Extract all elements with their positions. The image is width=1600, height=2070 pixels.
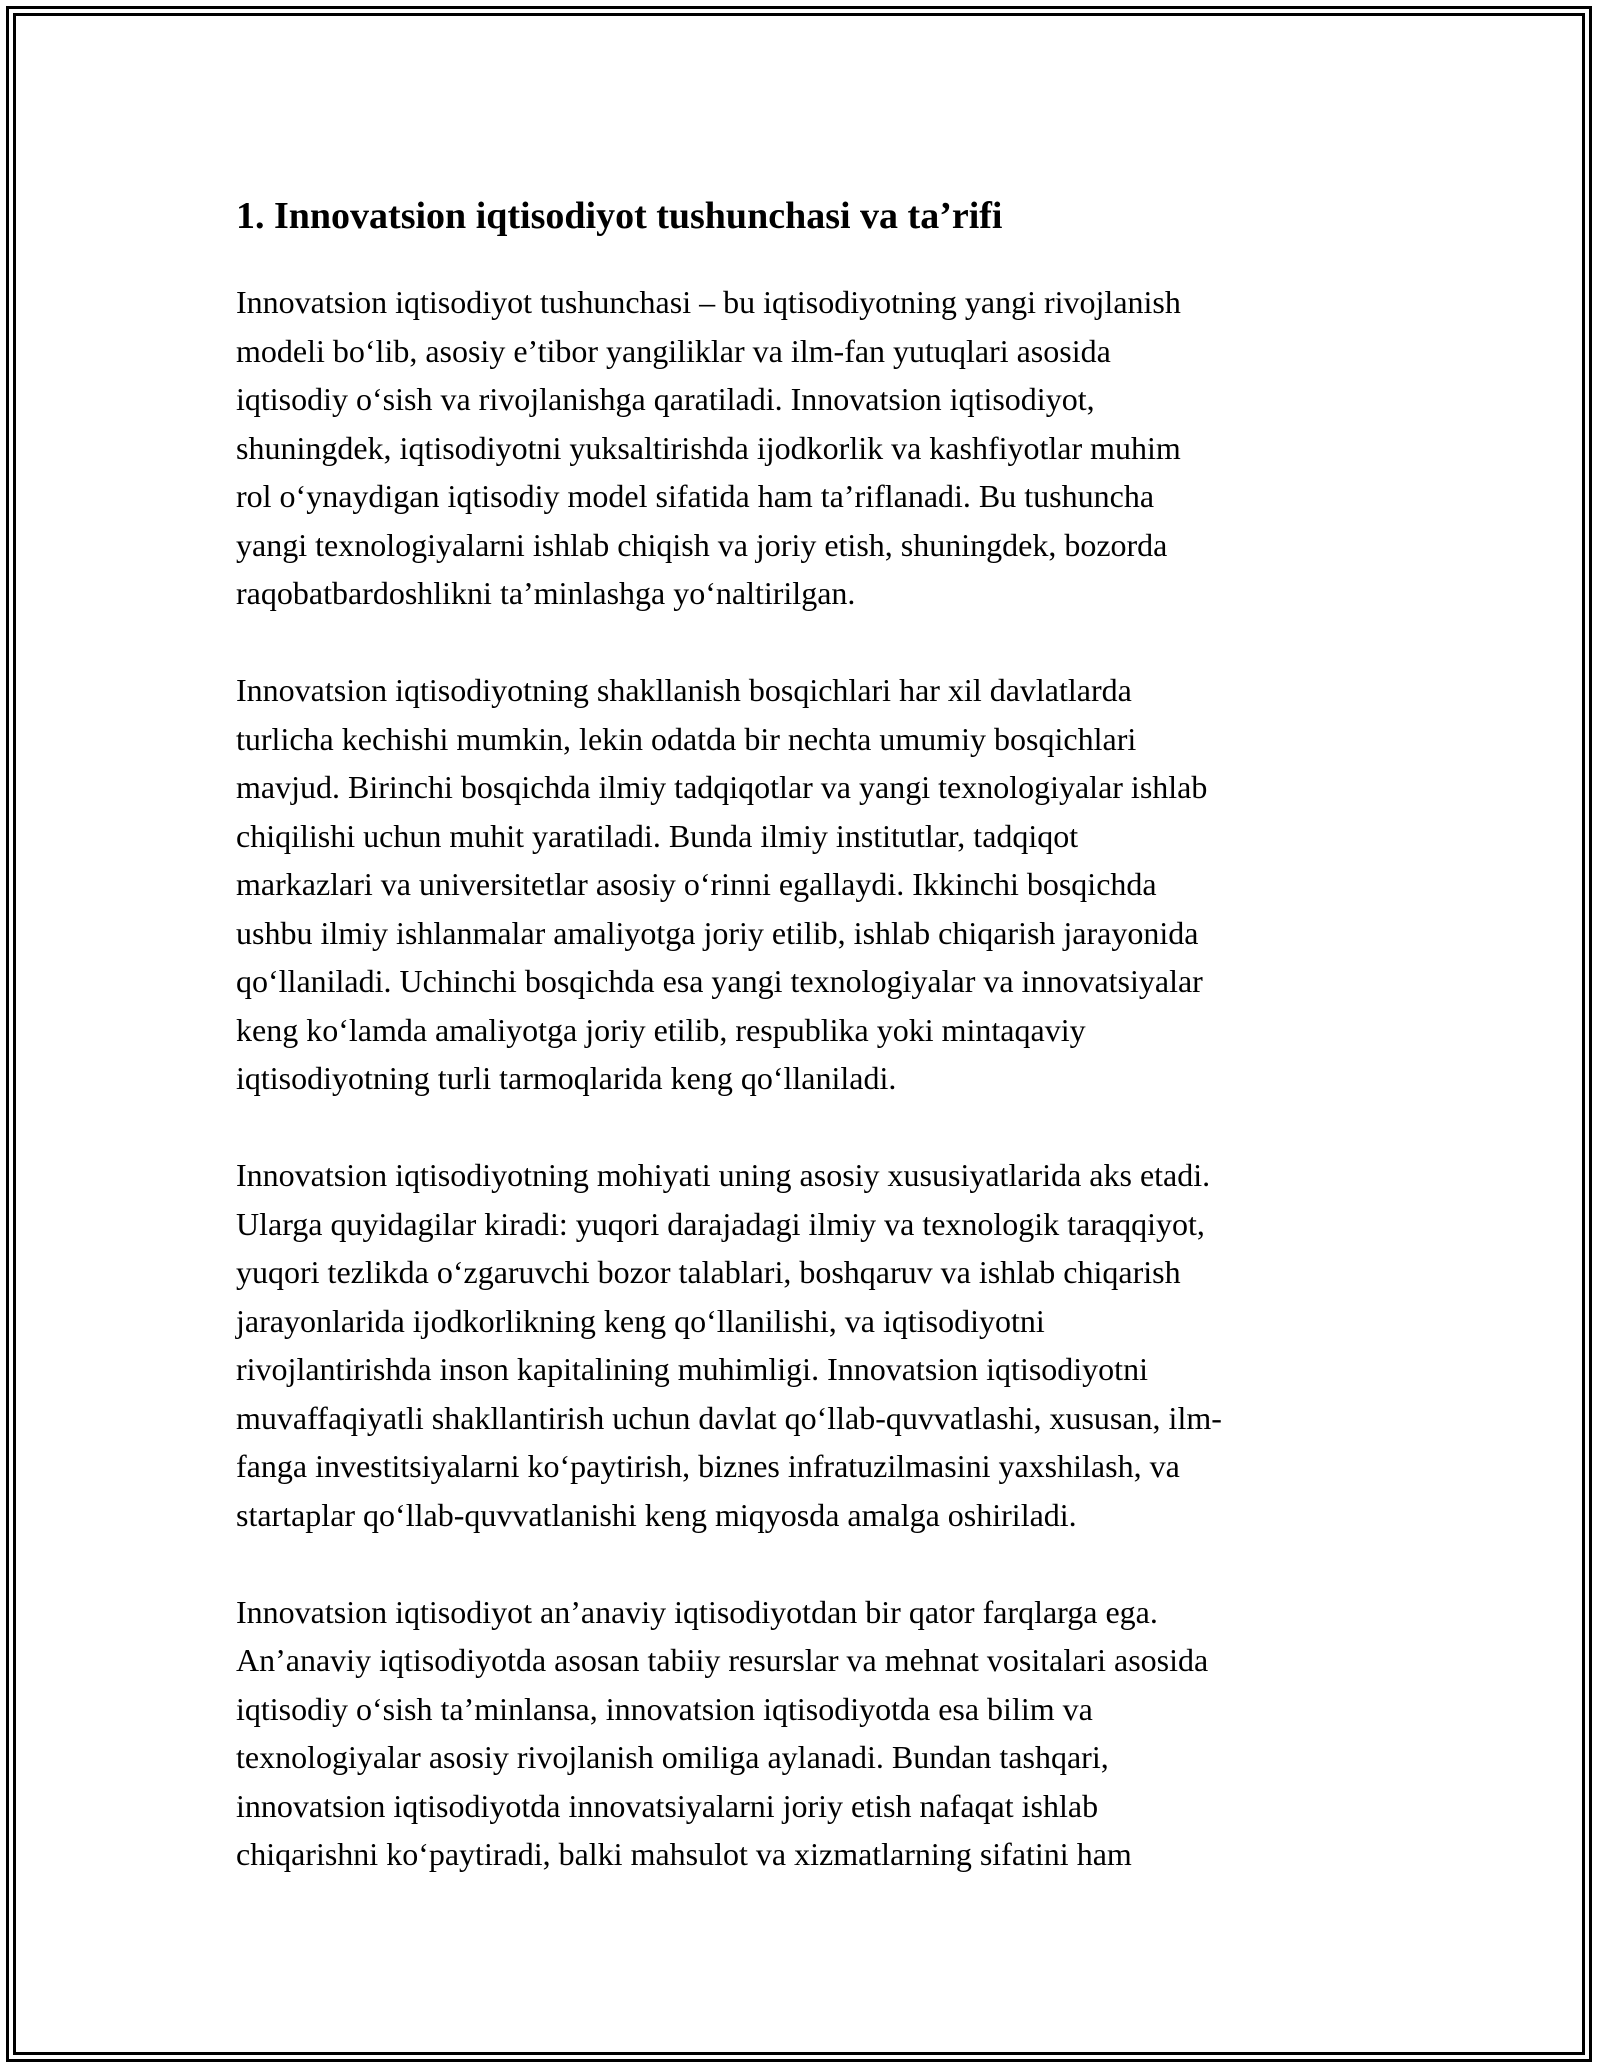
paragraph-1 — [236, 278, 1374, 618]
paragraph-2 — [236, 666, 1374, 1103]
paragraph-line: Innovatsion iqtisodiyotning shakllanish bosqichlari har xil davlatlarda — [236, 672, 1132, 708]
paragraph-3 — [236, 1151, 1374, 1539]
paragraph-line: chiqarishni ko‘paytiradi, balki mahsulot va xizmatlarning sifatini ham — [236, 1836, 1132, 1872]
section-heading: 1. Innovatsion iqtisodiyot tushunchasi va ta’rifi — [236, 195, 1003, 237]
paragraph-line: rivojlantirishda inson kapitalining muhimligi. Innovatsion iqtisodiyotni — [236, 1351, 1148, 1387]
paragraph-line: qo‘llaniladi. Uchinchi bosqichda esa yangi texnologiyalar va innovatsiyalar — [236, 963, 1203, 999]
paragraph-line: turlicha kechishi mumkin, lekin odatda bir nechta umumiy bosqichlari — [236, 720, 1137, 757]
paragraph-line: Innovatsion iqtisodiyotning mohiyati uning asosiy xususiyatlarida aks etadi. — [236, 1157, 1211, 1193]
paragraph-line: shuningdek, iqtisodiyotni yuksaltirishda ijodkorlik va kashfiyotlar muhim — [236, 429, 1181, 466]
paragraph-line: Ularga quyidagilar kiradi: yuqori darajadagi ilmiy va texnologik taraqqiyot, — [236, 1205, 1205, 1242]
paragraph-line: yangi texnologiyalarni ishlab chiqish va joriy etish, shuningdek, bozorda — [236, 526, 1168, 563]
paragraph-line: iqtisodiyotning turli tarmoqlarida keng qo‘llaniladi. — [236, 1060, 897, 1096]
paragraph-line: iqtisodiy o‘sish va rivojlanishga qaratiladi. Innovatsion iqtisodiyot, — [236, 381, 1095, 417]
paragraph-line: Innovatsion iqtisodiyot an’anaviy iqtisodiyotdan bir qator farqlarga ega. — [236, 1593, 1158, 1630]
paragraph-line: jarayonlarida ijodkorlikning keng qo‘llanilishi, va iqtisodiyotni — [236, 1302, 1045, 1339]
paragraph-line: An’anaviy iqtisodiyotda asosan tabiiy resurslar va mehnat vositalari asosida — [236, 1642, 1209, 1678]
paragraph-line: iqtisodiy o‘sish ta’minlansa, innovatsion iqtisodiyotda esa bilim va — [236, 1690, 1093, 1727]
paragraph-line: markazlari va universitetlar asosiy o‘rinni egallaydi. Ikkinchi bosqichda — [236, 866, 1157, 902]
paragraph-line: startaplar qo‘llab-quvvatlanishi keng miqyosda amalga oshiriladi. — [236, 1496, 1077, 1533]
paragraph-line: texnologiyalar asosiy rivojlanish omiliga aylanadi. Bundan tashqari, — [236, 1739, 1109, 1775]
paragraph-line: fanga investitsiyalarni ko‘paytirish, biznes infratuzilmasini yaxshilash, va — [236, 1448, 1180, 1484]
paragraph-line: chiqilishi uchun muhit yaratiladi. Bunda ilmiy institutlar, tadqiqot — [236, 817, 1079, 854]
paragraph-line: raqobatbardoshlikni ta’minlashga yo‘naltirilgan. — [236, 575, 856, 611]
paragraph-line: modeli bo‘lib, asosiy e’tibor yangiliklar va ilm-fan yutuqlari asosida — [236, 332, 1111, 369]
paragraph-line: muvaffaqiyatli shakllantirish uchun davlat qo‘llab-quvvatlashi, xususan, ilm- — [236, 1399, 1222, 1436]
paragraph-line: yuqori tezlikda o‘zgaruvchi bozor talablari, boshqaruv va ishlab chiqarish — [236, 1254, 1181, 1290]
paragraph-line: ushbu ilmiy ishlanmalar amaliyotga joriy etilib, ishlab chiqarish jarayonida — [236, 914, 1199, 951]
paragraph-4 — [236, 1588, 1374, 1879]
paragraph-line: keng ko‘lamda amaliyotga joriy etilib, respublika yoki mintaqaviy — [236, 1011, 1086, 1048]
paragraph-line: innovatsion iqtisodiyotda innovatsiyalarni joriy etish nafaqat ishlab — [236, 1787, 1099, 1824]
paragraph-line: mavjud. Birinchi bosqichda ilmiy tadqiqotlar va yangi texnologiyalar ishlab — [236, 769, 1208, 805]
paragraph-line: Innovatsion iqtisodiyot tushunchasi – bu iqtisodiyotning yangi rivojlanish — [236, 284, 1181, 320]
paragraph-line: rol o‘ynaydigan iqtisodiy model sifatida ham ta’riflanadi. Bu tushuncha — [236, 478, 1155, 514]
document-page — [236, 186, 1374, 1927]
